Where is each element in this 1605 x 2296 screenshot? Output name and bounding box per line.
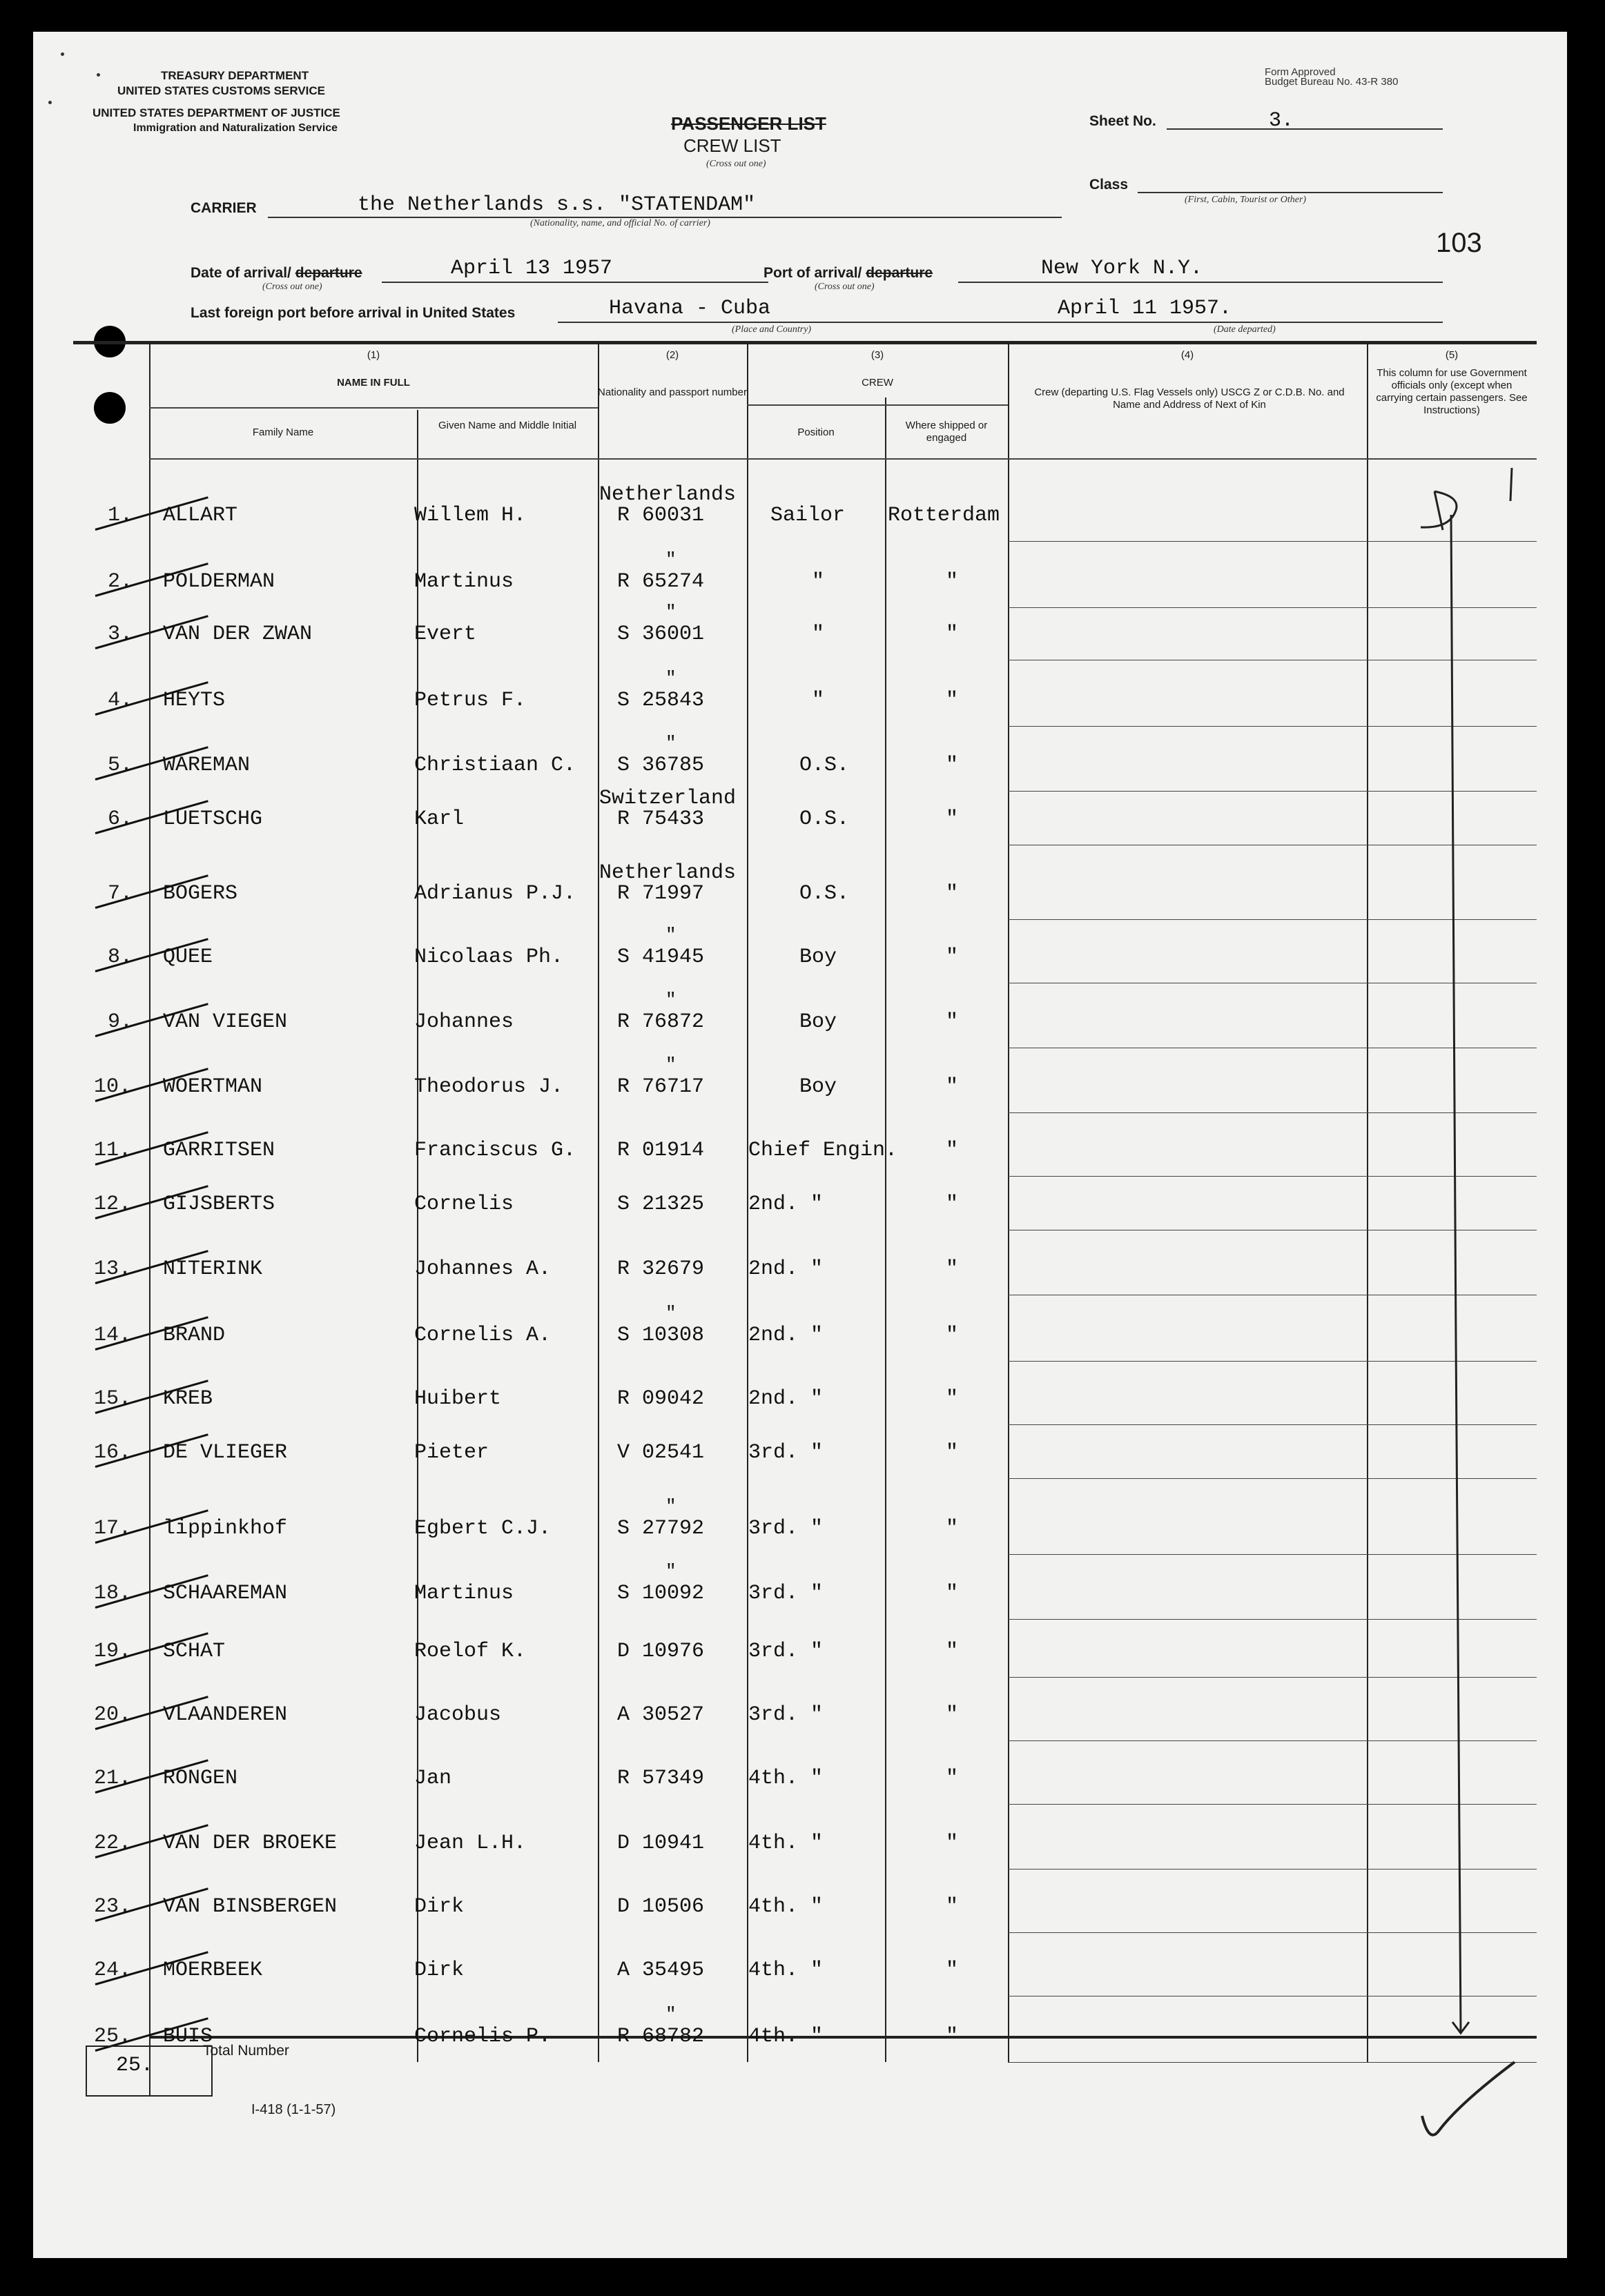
nationality: " [665, 1561, 677, 1582]
row-number: 9. [108, 1010, 133, 1034]
position: 2nd. " [748, 1387, 824, 1411]
passport-number: S 36785 [617, 754, 705, 777]
family-name: LUETSCHG [163, 807, 263, 831]
nationality: " [665, 1303, 677, 1324]
where-shipped: " [946, 1703, 959, 1727]
date-arrival-label: Date of arrival/ departure [191, 265, 362, 281]
nationality: " [665, 602, 677, 622]
family-name: DE VLIEGER [163, 1441, 288, 1464]
agency-customs: UNITED STATES CUSTOMS SERVICE [117, 84, 326, 97]
passport-number: R 71997 [617, 882, 705, 905]
crew-list-title: CREW LIST [683, 135, 781, 156]
passport-number: R 65274 [617, 570, 705, 593]
position: O.S. [799, 754, 850, 777]
where-shipped: " [946, 1959, 959, 1982]
agency-justice: UNITED STATES DEPARTMENT OF JUSTICE [93, 106, 340, 119]
row-number: 10. [94, 1075, 132, 1099]
family-name: VAN BINSBERGEN [163, 1895, 338, 1919]
position: Sailor [770, 504, 846, 527]
where-shipped: " [946, 1139, 959, 1162]
row-number: 20. [94, 1703, 132, 1727]
nationality: " [665, 925, 677, 945]
port-arrival-label: Port of arrival/ departure [763, 265, 933, 281]
family-name: POLDERMAN [163, 570, 275, 593]
agency-ins: Immigration and Naturalization Service [133, 122, 338, 134]
family-name: SCHAAREMAN [163, 1582, 288, 1605]
where-shipped: " [946, 1517, 959, 1540]
given-name-header: Given Name and Middle Initial [438, 420, 577, 431]
given-name: Huibert [414, 1387, 502, 1411]
passport-number: R 60031 [617, 504, 705, 527]
row-number: 22. [94, 1832, 132, 1855]
family-name: MOERBEEK [163, 1959, 263, 1982]
given-name: Cornelis [414, 1193, 514, 1216]
where-shipped: " [946, 2025, 959, 2048]
where-shipped: " [946, 1441, 959, 1464]
nationality: Switzerland [599, 787, 737, 810]
passport-number: A 35495 [617, 1959, 705, 1982]
passport-number: R 32679 [617, 1257, 705, 1281]
name-in-full-header: NAME IN FULL [337, 377, 410, 389]
row-number: 8. [108, 945, 133, 969]
handwritten-marks [33, 32, 1567, 2258]
passport-number: A 30527 [617, 1703, 705, 1727]
passport-number: S 21325 [617, 1193, 705, 1216]
family-name: RONGEN [163, 1767, 238, 1790]
family-name: BOGERS [163, 882, 238, 905]
position: 3rd. " [748, 1640, 824, 1663]
family-name: VAN DER BROEKE [163, 1832, 338, 1855]
family-name: HEYTS [163, 689, 226, 712]
given-name: Franciscus G. [414, 1139, 576, 1162]
given-name: Evert [414, 622, 477, 646]
position: 4th. " [748, 2025, 824, 2048]
family-name: GIJSBERTS [163, 1193, 275, 1216]
nationality: " [665, 990, 677, 1010]
given-name: Christiaan C. [414, 754, 576, 777]
passport-number: D 10506 [617, 1895, 705, 1919]
where-shipped: " [946, 945, 959, 969]
where-shipped: " [946, 1387, 959, 1411]
row-number: 2. [108, 570, 133, 593]
nationality: Netherlands [599, 483, 737, 507]
passport-number: S 10092 [617, 1582, 705, 1605]
row-number: 7. [108, 882, 133, 905]
passport-number: S 36001 [617, 622, 705, 646]
where-shipped: " [946, 1767, 959, 1790]
position: 3rd. " [748, 1703, 824, 1727]
where-shipped: " [946, 622, 959, 646]
where-shipped: " [946, 1895, 959, 1919]
given-name: Jan [414, 1767, 452, 1790]
row-number: 19. [94, 1640, 132, 1663]
where-shipped: " [946, 807, 959, 831]
given-name: Adrianus P.J. [414, 882, 576, 905]
given-name: Egbert C.J. [414, 1517, 552, 1540]
passport-number: R 76872 [617, 1010, 705, 1034]
position: Boy [799, 945, 837, 969]
port-arrival-value: New York N.Y. [1041, 257, 1203, 280]
position: " [812, 622, 825, 646]
family-name: NITERINK [163, 1257, 263, 1281]
last-port-label: Last foreign port before arrival in United States [191, 305, 516, 321]
where-shipped: Rotterdam [888, 504, 1000, 527]
position: 2nd. " [748, 1257, 824, 1281]
position: 3rd. " [748, 1582, 824, 1605]
gov-use-header: This column for use Government officials only (except when carrying certain passengers. See Instructions) [1376, 367, 1528, 416]
family-name: WOERTMAN [163, 1075, 263, 1099]
given-name: Martinus [414, 570, 514, 593]
family-name: VAN VIEGEN [163, 1010, 288, 1034]
passport-number: S 41945 [617, 945, 705, 969]
carrier-label: CARRIER [191, 200, 257, 216]
row-number: 18. [94, 1582, 132, 1605]
position: 2nd. " [748, 1324, 824, 1347]
row-number: 11. [94, 1139, 132, 1162]
where-shipped: " [946, 1582, 959, 1605]
family-name: lippinkhof [163, 1517, 288, 1540]
where-shipped: " [946, 1193, 959, 1216]
position: " [812, 570, 825, 593]
row-number: 14. [94, 1324, 132, 1347]
class-label: Class [1089, 177, 1129, 193]
given-name: Nicolaas Ph. [414, 945, 564, 969]
date-departed-value: April 11 1957. [1058, 297, 1232, 320]
where-shipped: " [946, 1324, 959, 1347]
sheet-no-value: 3. [1269, 109, 1294, 133]
given-name: Willem H. [414, 504, 527, 527]
family-name: WAREMAN [163, 754, 251, 777]
position: 3rd. " [748, 1517, 824, 1540]
row-number: 4. [108, 689, 133, 712]
position: Boy [799, 1010, 837, 1034]
given-name: Cornelis A. [414, 1324, 552, 1347]
where-shipped: " [946, 1257, 959, 1281]
passport-number: R 01914 [617, 1139, 705, 1162]
given-name: Cornelis P. [414, 2025, 552, 2048]
where-shipped: " [946, 1075, 959, 1099]
nationality: Netherlands [599, 861, 737, 885]
carrier-value: the Netherlands s.s. "STATENDAM" [358, 193, 756, 217]
form-number: I-418 (1-1-57) [251, 2102, 336, 2117]
position: O.S. [799, 882, 850, 905]
given-name: Pieter [414, 1441, 489, 1464]
last-port-value: Havana - Cuba [609, 297, 771, 320]
where-shipped: " [946, 882, 959, 905]
form-approved: Form Approved Budget Bureau No. 43-R 380 [1265, 66, 1399, 88]
crew-list-form: TREASURY DEPARTMENT UNITED STATES CUSTOMS SERVICE UNITED STATES DEPARTMENT OF JUSTICE Immigration and Naturalization Service PASSENGER LIST CREW LIST (Cross out one) Form Approved Budget Bureau No. 43-R 380 Sheet No. 3. Class (First, Cabin, Tourist or Other) 103 CARRIER the Netherlands s.s. "STATENDAM" (Nationality, name, and official No. of carrier) Date of arrival/ departure (Cross out one) April 13 1957 Port of arrival/ departure (Cross out one) New York N.Y. Last foreign port before arrival in United States Havana - Cuba (Place and Country) April 11 1957. (Date departed) (1) NAME IN FULL Family Name Given Name and Middle Initial (2) Nationality and passport number (3) CREW Position Where shipped or engaged (4) Crew (departing U.S. Flag Vessels only) USCG Z or C.D.B. No. and Name and Address of Next of Kin (5) This column for use Government officials only (except when carrying certain passengers. See Instructions) 1. ALLART Willem H. Netherlands R 60031 Sailor Rotterdam 2. POLDERMAN Martinus " R 65274 " " 3. VAN DER ZWAN Evert " S 36001 " " 4. HEYTS Petrus F. " S 25843 " " 5. WAREMAN Christiaan C. " S 36785 O.S. " 6. LUETSCHG Karl Switzerland R 75433 O.S. " 7. BOGERS Adrianus P.J. Netherlands R 71997 O.S. " 8. QUEE Nicolaas Ph. " S 41945 Boy " 9. VAN VIEGEN Johannes " R 76872 Boy " 10. WOERTMAN Theodorus J. " R 76717 Boy " 11. GARRITSEN Franciscus G. R 01914 Chief Engin. " 12. GIJSBERTS Cornelis S 21325 2nd. " " 13. NITERINK Johannes A. R 32679 2nd. " " 14. BRAND Cornelis A. " S 10308 2nd. " " 15. KREB Huibert R 09042 2nd. " " 16. DE VLIEGER Pieter V 02541 3rd. " " 17. lippinkhof Egbert C.J. " S 27792 3rd. " " 18. SCHAAREMAN Martinus " S 10092 3rd. " " 19. SCHAT Roelof K. D 10976 3rd. " " 20. VLAANDEREN Jacobus A 30527 3rd. " " 21. RONGEN Jan R 57349 4th. " " 22. VAN DER BROEKE Jean L.H. D 10941 4th. " " 23. VAN BINSBERGEN Dirk D 10506 4th. " " 24. MOERBEEK Dirk A 35495 4th. " " 25. BUIS Cornelis P. " R 68782 4th. " " 25. Total Number I-418 (1-1-57) [33, 32, 1567, 2258]
row-number: 17. [94, 1517, 132, 1540]
family-name-header: Family Name [252, 426, 314, 438]
row-number: 25. [94, 2025, 132, 2048]
nationality: " [665, 1054, 677, 1075]
where-shipped: " [946, 1640, 959, 1663]
row-number: 6. [108, 807, 133, 831]
passport-number: V 02541 [617, 1441, 705, 1464]
family-name: VAN DER ZWAN [163, 622, 313, 646]
row-number: 13. [94, 1257, 132, 1281]
page-stamp-number: 103 [1436, 228, 1482, 258]
position: 3rd. " [748, 1441, 824, 1464]
family-name: BRAND [163, 1324, 226, 1347]
passport-number: R 68782 [617, 2025, 705, 2048]
position: Boy [799, 1075, 837, 1099]
row-number: 23. [94, 1895, 132, 1919]
given-name: Johannes A. [414, 1257, 552, 1281]
given-name: Martinus [414, 1582, 514, 1605]
where-shipped: " [946, 570, 959, 593]
nationality: " [665, 733, 677, 754]
passport-number: R 76717 [617, 1075, 705, 1099]
total-number-label: Total Number [203, 2043, 289, 2059]
crew-departing-header: Crew (departing U.S. Flag Vessels only) USCG Z or C.D.B. No. and Name and Address of Next of Kin [1034, 386, 1345, 411]
passport-number: D 10941 [617, 1832, 705, 1855]
row-number: 3. [108, 622, 133, 646]
position: Chief Engin. [748, 1139, 898, 1162]
passenger-list-title: PASSENGER LIST [671, 113, 826, 134]
family-name: KREB [163, 1387, 213, 1411]
family-name: QUEE [163, 945, 213, 969]
passport-number: R 09042 [617, 1387, 705, 1411]
sheet-no-label: Sheet No. [1089, 113, 1156, 129]
given-name: Jean L.H. [414, 1832, 527, 1855]
family-name: GARRITSEN [163, 1139, 275, 1162]
passport-number: S 10308 [617, 1324, 705, 1347]
passport-number: R 57349 [617, 1767, 705, 1790]
where-shipped-header: Where shipped or engaged [905, 420, 988, 444]
row-number: 16. [94, 1441, 132, 1464]
family-name: VLAANDEREN [163, 1703, 288, 1727]
agency-treasury: TREASURY DEPARTMENT [161, 69, 309, 82]
where-shipped: " [946, 1832, 959, 1855]
nationality: " [665, 549, 677, 570]
nationality: " [665, 2004, 677, 2025]
position: 4th. " [748, 1895, 824, 1919]
given-name: Roelof K. [414, 1640, 527, 1663]
position: " [812, 689, 825, 712]
position: 2nd. " [748, 1193, 824, 1216]
row-number: 21. [94, 1767, 132, 1790]
position: 4th. " [748, 1767, 824, 1790]
row-number: 1. [108, 504, 133, 527]
date-arrival-value: April 13 1957 [451, 257, 613, 280]
nationality-header: Nationality and passport number [598, 386, 747, 398]
given-name: Dirk [414, 1895, 465, 1919]
passport-number: D 10976 [617, 1640, 705, 1663]
position: O.S. [799, 807, 850, 831]
position: 4th. " [748, 1959, 824, 1982]
row-number: 12. [94, 1193, 132, 1216]
row-number: 5. [108, 754, 133, 777]
where-shipped: " [946, 1010, 959, 1034]
family-name: ALLART [163, 504, 238, 527]
position-header: Position [797, 426, 835, 438]
nationality: " [665, 668, 677, 689]
given-name: Dirk [414, 1959, 465, 1982]
given-name: Karl [414, 807, 465, 831]
crew-header: CREW [862, 377, 893, 389]
total-number-value: 25. [116, 2054, 154, 2077]
family-name: SCHAT [163, 1640, 226, 1663]
passport-number: S 25843 [617, 689, 705, 712]
given-name: Johannes [414, 1010, 514, 1034]
passport-number: S 27792 [617, 1517, 705, 1540]
family-name: BUIS [163, 2025, 213, 2048]
nationality: " [665, 1496, 677, 1517]
row-number: 15. [94, 1387, 132, 1411]
passport-number: R 75433 [617, 807, 705, 831]
given-name: Theodorus J. [414, 1075, 564, 1099]
given-name: Petrus F. [414, 689, 527, 712]
row-number: 24. [94, 1959, 132, 1982]
given-name: Jacobus [414, 1703, 502, 1727]
position: 4th. " [748, 1832, 824, 1855]
where-shipped: " [946, 754, 959, 777]
where-shipped: " [946, 689, 959, 712]
